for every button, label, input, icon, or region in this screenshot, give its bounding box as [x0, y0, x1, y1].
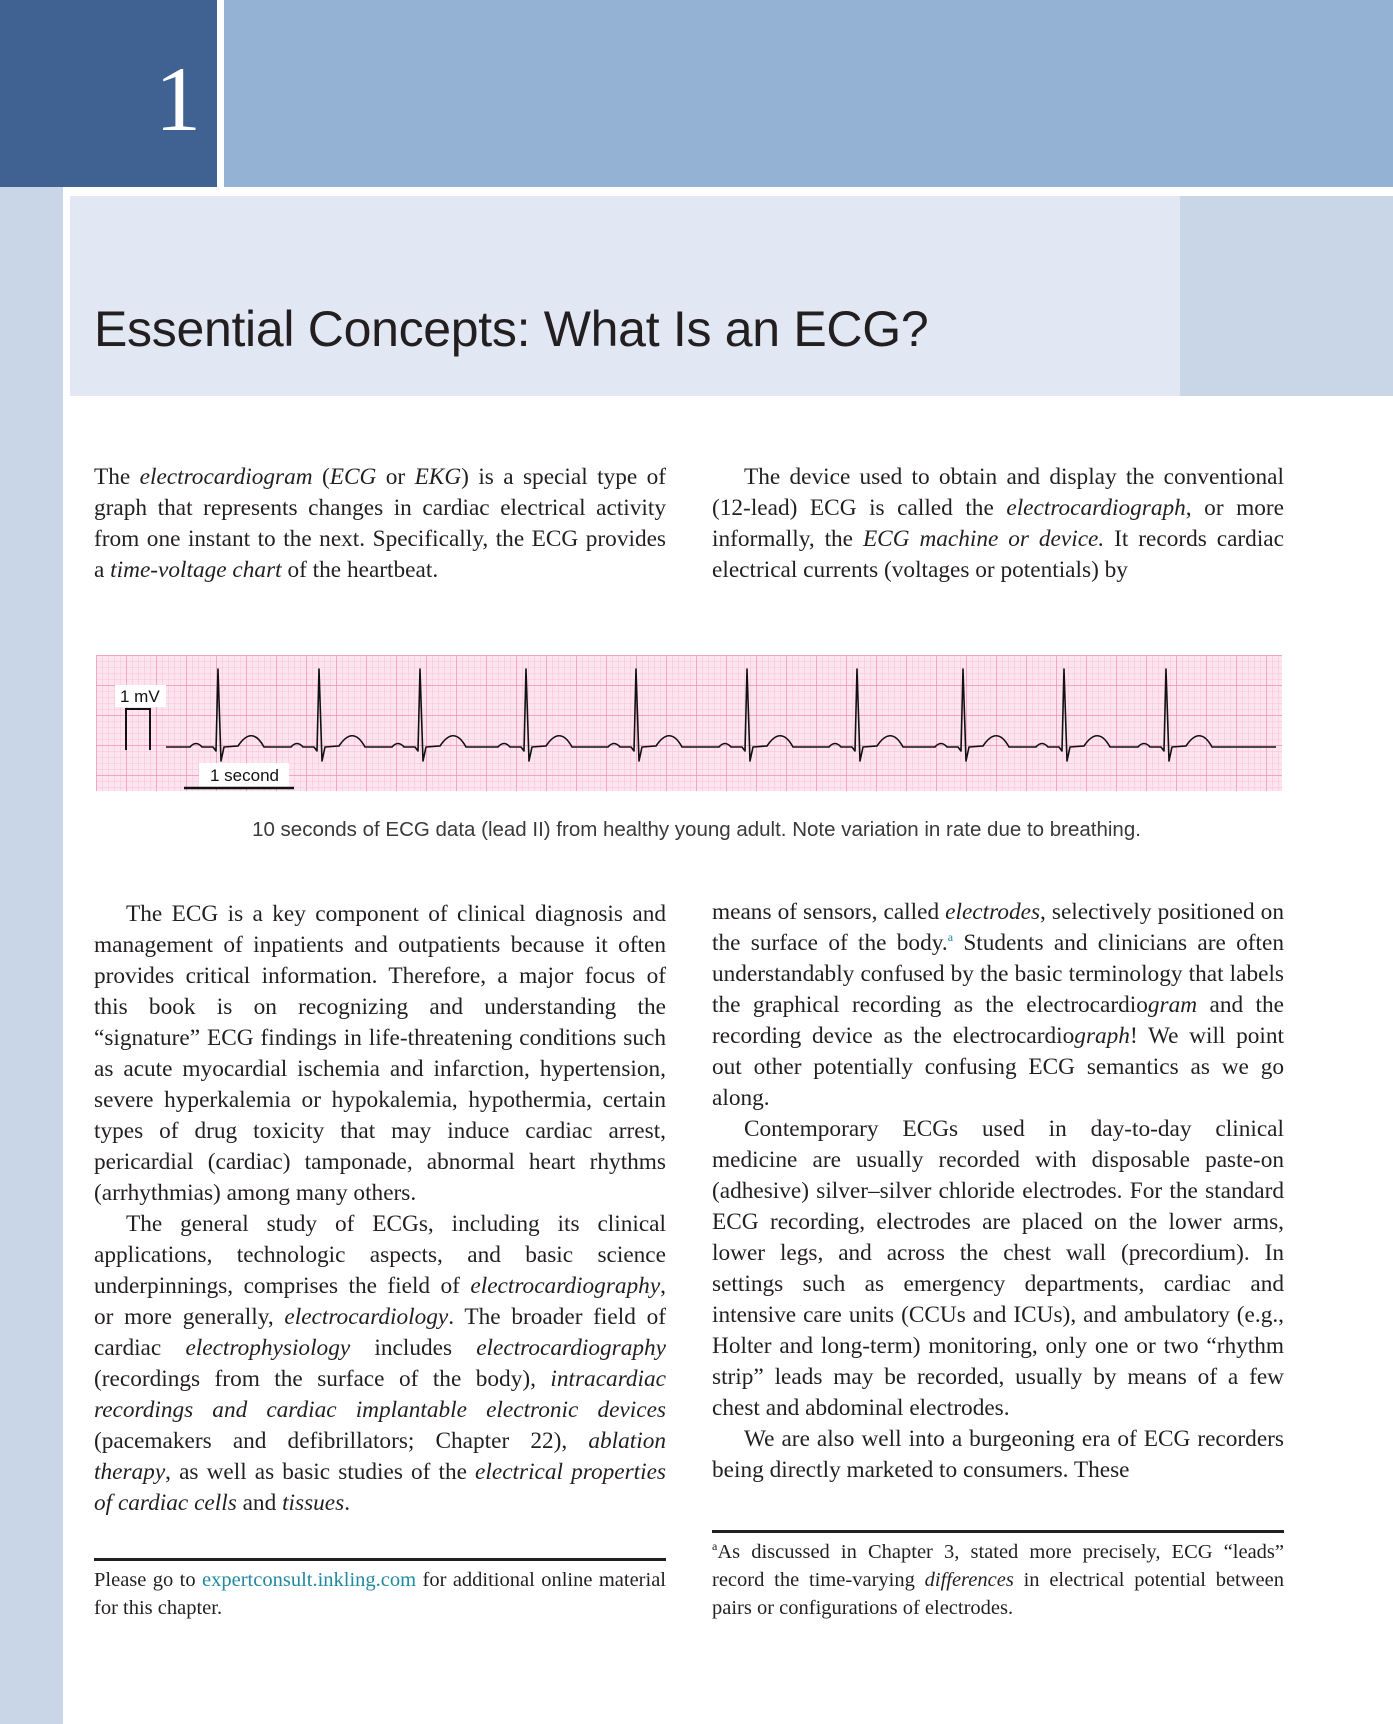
- body-left-paragraph-2: [94, 1209, 666, 1519]
- ecg-figure: [96, 655, 1282, 791]
- footnote-marker[interactable]: a: [947, 930, 954, 945]
- text: , as well as basic studies of the: [165, 1459, 476, 1485]
- footer-rule-right: [712, 1530, 1284, 1533]
- term-electrical-properties: electrical properties of cardiac cells: [94, 1459, 667, 1516]
- text: , or more informally, the: [712, 495, 1285, 552]
- text: . The broader field of cardiac: [94, 1304, 666, 1361]
- scale-label: 1 second: [210, 766, 279, 785]
- text: means of sensors, called: [712, 899, 946, 925]
- text: Students and clinicians are often understandably confused by the basic terminology that labels the graphical recording as the electrocardio: [712, 930, 1284, 1018]
- term-intracardiac-recordings: intracardiac recordings and cardiac implantable electronic devices: [94, 1366, 666, 1423]
- chapter-number: 1: [155, 47, 201, 150]
- text: ! We will point out other potentially confusing ECG semantics as we go along.: [712, 1023, 1284, 1111]
- text: , selectively positioned on the surface of the body.: [712, 899, 1284, 956]
- term-ecg-machine: ECG machine or device.: [862, 526, 1105, 552]
- text: Please go to: [94, 1569, 203, 1591]
- body-left-column: [94, 899, 666, 1519]
- text: As discussed in Chapter 3, stated more precisely, ECG “leads” record the time-varying: [712, 1541, 1284, 1591]
- intro-right-paragraph: [712, 462, 1284, 586]
- top-header-band: [224, 0, 1393, 187]
- text: .: [344, 1490, 351, 1516]
- online-material-note: [94, 1566, 666, 1622]
- text: ) is a special type of graph that represents changes in cardiac electrical activity from one instant to the next. Specifically, the ECG provides a: [94, 464, 666, 583]
- text: (pacemakers and defibrillators; Chapter 22),: [94, 1428, 589, 1454]
- text: and: [236, 1490, 283, 1516]
- term-electrocardiology: electrocardiology: [284, 1304, 449, 1330]
- text: in electrical potential between pairs or configurations of electrodes.: [712, 1569, 1285, 1619]
- ecg-strip: [96, 655, 1282, 791]
- calibration-label: 1 mV: [120, 687, 160, 706]
- text: (: [312, 464, 330, 490]
- body-right-paragraph-3: We are also well into a burgeoning era of ECG recorders being directly marketed to consumers. These: [712, 1426, 1284, 1483]
- intro-right-column: [712, 462, 1284, 586]
- term-differences: differences: [924, 1569, 1014, 1591]
- expertconsult-link[interactable]: expertconsult.inkling.com: [202, 1569, 417, 1591]
- term-electrodes: electrodes: [945, 899, 1041, 925]
- text: includes: [350, 1335, 477, 1361]
- text: or: [376, 464, 415, 490]
- body-left-paragraph-1: The ECG is a key component of clinical diagnosis and management of inpatients and outpatients because it often provides critical information. Therefore, a major focus of this book is on recognizing and understanding the “signature” ECG findings in life-threatening conditions such as acute myocardial ischemia and infarction, hypertension, severe hyperkalemia or hypokalemia, hypothermia, certain types of drug toxicity that may induce cardiac arrest, pericardial (cardiac) tamponade, abnormal heart rhythms (arrhythmias) among many others.: [94, 901, 666, 1206]
- text: The: [94, 464, 140, 490]
- term-tissues: tissues: [282, 1490, 345, 1516]
- term-electrocardiography: electrocardiography: [470, 1273, 661, 1299]
- figure-caption: 10 seconds of ECG data (lead II) from healthy young adult. Note variation in rate due to breathing.: [252, 818, 1141, 841]
- text: and the recording device as the electrocardio: [712, 992, 1284, 1049]
- term-electrophysiology: electrophysiology: [185, 1335, 351, 1361]
- footer-rule-left: [94, 1558, 666, 1561]
- term-electrocardiography: electrocardiography: [476, 1335, 666, 1361]
- title-band-edge: [1180, 196, 1393, 396]
- footnote-marker-label: a: [712, 1539, 718, 1554]
- text: for additional online material for this chapter.: [94, 1569, 666, 1619]
- term-gram: gram: [1147, 992, 1198, 1018]
- intro-left-column: [94, 462, 666, 586]
- text: , or more generally,: [94, 1273, 666, 1330]
- term-time-voltage-chart: time-voltage chart: [110, 557, 282, 583]
- term-ekg: EKG: [414, 464, 462, 490]
- footnote: [712, 1538, 1284, 1622]
- text: of the heartbeat.: [281, 557, 439, 583]
- text: The general study of ECGs, including its clinical applications, technologic aspects, and basic science underpinnings, comprises the field of: [94, 1211, 666, 1299]
- term-ablation-therapy: ablation therapy: [94, 1428, 666, 1485]
- term-electrocardiogram: electrocardiogram: [139, 464, 313, 490]
- term-graph: graph: [1074, 1023, 1130, 1049]
- body-right-paragraph-2: Contemporary ECGs used in day-to-day clinical medicine are usually recorded with disposable paste-on (adhesive) silver–silver chloride electrodes. For the standard ECG recording, electrodes are placed on the lower arms, lower legs, and across the chest wall (precordium). In settings such as emergency departments, cardiac and intensive care units (CCUs and ICUs), and ambulatory (e.g., Holter and long-term) monitoring, only one or two “rhythm strip” leads may be recorded, usually by means of a few chest and abdominal electrodes.: [712, 1116, 1284, 1421]
- text: It records cardiac electrical currents (voltages or potentials) by: [712, 526, 1284, 583]
- text: The device used to obtain and display the conventional (12-lead) ECG is called the: [712, 464, 1284, 521]
- term-ecg: ECG: [329, 464, 377, 490]
- body-right-paragraph-1: [712, 897, 1284, 1114]
- term-electrocardiograph: electrocardiograph: [1006, 495, 1186, 521]
- chapter-title: Essential Concepts: What Is an ECG?: [94, 301, 929, 357]
- left-margin-band: [0, 0, 63, 1724]
- body-right-column: [712, 897, 1284, 1486]
- text: (recordings from the surface of the body),: [94, 1366, 551, 1392]
- intro-left-paragraph: [94, 462, 666, 586]
